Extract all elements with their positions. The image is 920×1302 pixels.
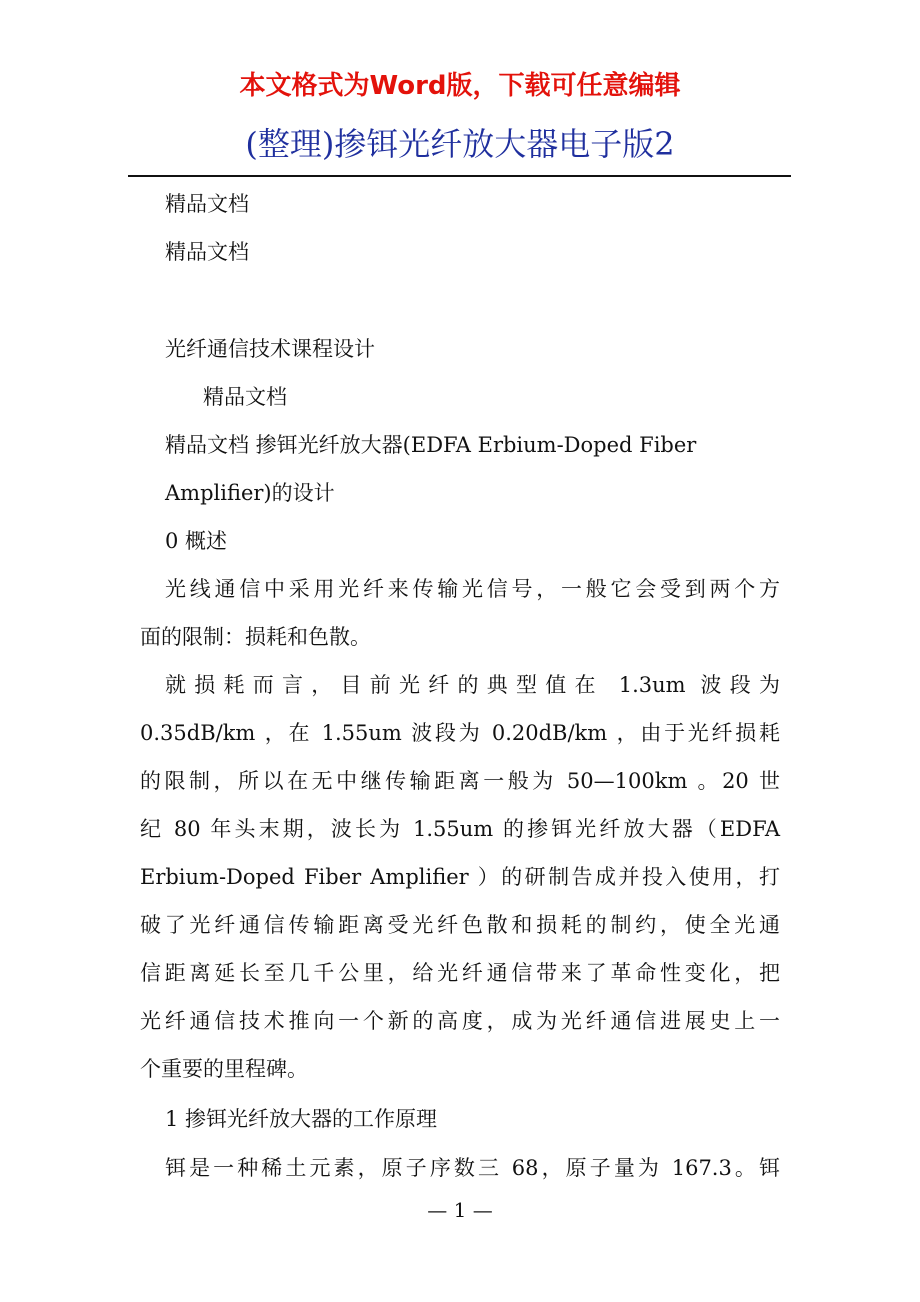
text-line: 精品文档 掺铒光纤放大器(EDFA Erbium-Doped Fiber: [165, 433, 697, 457]
paragraph-line: 破了光纤通信传输距离受光纤色散和损耗的制约，使全光通: [140, 913, 780, 937]
download-banner: 本文格式为Word版，下载可任意编辑: [239, 71, 681, 101]
section-heading: 0 概述: [165, 529, 228, 553]
paragraph-line: 纪 80 年头末期，波长为 1.55um 的掺铒光纤放大器（EDFA: [140, 817, 780, 841]
paragraph-line: Erbium-Doped Fiber Amplifier ）的研制告成并投入使用，打: [140, 865, 780, 889]
paragraph-line: 铒是一种稀土元素，原子序数三 68，原子量为 167.3。铒: [165, 1156, 780, 1180]
header-divider: [128, 175, 791, 177]
section-heading: 1 掺铒光纤放大器的工作原理: [165, 1107, 438, 1131]
paragraph-line: 光纤通信技术推向一个新的高度，成为光纤通信进展史上一: [140, 1009, 780, 1033]
paragraph-line: 光线通信中采用光纤来传输光信号，一般它会受到两个方: [165, 577, 780, 601]
paragraph-line: 信距离延长至几千公里，给光纤通信带来了革命性变化，把: [140, 961, 780, 985]
paragraph-line: 的限制，所以在无中继传输距离一般为 50—100km 。20 世: [140, 769, 780, 793]
text-line: Amplifier)的设计: [165, 481, 335, 505]
page-number: — 1 —: [427, 1198, 493, 1222]
text-line: 精品文档: [165, 240, 249, 264]
paragraph-line: 就损耗而言，目前光纤的典型值在 1.3um 波段为: [165, 673, 780, 697]
paragraph-line: 0.35dB/km ，在 1.55um 波段为 0.20dB/km ，由于光纤损耗: [140, 721, 780, 745]
paragraph-line: 面的限制：损耗和色散。: [140, 625, 371, 649]
section-heading: 光纤通信技术课程设计: [165, 337, 375, 361]
document-title: (整理)掺铒光纤放大器电子版2: [245, 125, 675, 163]
text-line: 精品文档: [165, 192, 249, 216]
text-line: 精品文档: [203, 385, 287, 409]
paragraph-line: 个重要的里程碑。: [140, 1057, 308, 1081]
